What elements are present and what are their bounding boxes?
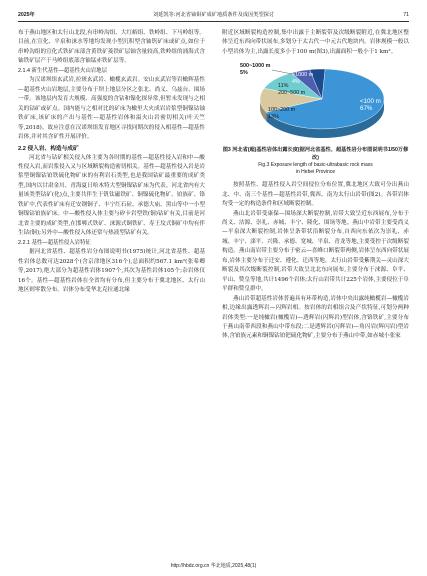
page-number: 71: [403, 12, 409, 18]
figure-caption-cn: 图3 河北省(超)基性岩体出露长度(据河北省基性、超基性岩分布图说明书1/50万修改): [222, 147, 409, 161]
pie-chart-svg: [222, 59, 409, 145]
pie-leader-line: [272, 70, 292, 74]
page-header: [18, 10, 409, 24]
section-heading: 2.2 侵入岩、构造与成矿: [18, 145, 79, 152]
running-title: 刘延凯等:河北省铀钼矿成矿地质条件及成因类型探讨: [152, 12, 275, 18]
paragraph: 河北省与钴矿相关侵入体主要为各时期的基性—超基性侵入岩和中—酸性侵入岩,而岩浆侵入又与区域断裂构造密切相关。基性—超基性侵入岩是岩浆型铜镍钴铂铁硫化物矿床的有利岩石类型,也是我国钴矿最重要的成矿类型,国内以甘肃金川、青海夏日哈木特大型铜镍钴矿床为代表。河北省内有大量该类型钴矿(化)点,主要共伴生于钒钛磁铁矿、铜镍硫化物矿、铂族矿、铬铁矿中,代表性矿床有迁安钢铜子、丰宁红石砬、承德大庙、黑山等中一小型铜镍钴铂族矿床。中—酸性侵入体主要与矽卡岩型铁(铜)钴矿有关,目前是河北省主要的成矿类型,在邯郸式铁矿、涞源式铜铁矿、寿王坟式铜矿中均有伴生钴(铜);另外中—酸性侵入体还常与热液型钴矿有关。: [18, 154, 205, 237]
section-heading: 2.2.1 基性—超基性侵入岩特征: [18, 239, 91, 246]
figure-caption: [222, 147, 409, 176]
pie-label: <100 m 67%: [360, 98, 381, 113]
pie-label: 100~200 m 13%: [268, 107, 296, 121]
paragraph: 燕山岩带超基性岩体普遍具有环带构造,岩体中央出露纯橄榄岩—橄榄岩相,边缘出露透辉岩—闪辉岩相。按岩体的岩相组合及产状特征,可划分两种岩体类型:一是纯橄岩(橄榄岩)—透辉岩(闪辉岩)型岩体,含铬铁矿,主要分布于燕山南带西段和燕山中带东段;二是透辉岩(闪辉岩)—角闪岩(辉闪岩)型岩体,含铂族元素和铜镍钴铂钯硫化物矿,主要分布于燕山中带,如赤城小张家: [222, 295, 409, 340]
journal-year: 2025年: [18, 12, 35, 18]
paragraph: 为汉诺坝组玄武岩,拉斑玄武岩、橄榄玄武岩。安山玄武岩等岩橄辉基性—超基性火山岩地层,主要分布于坝上地层分区之张北、尚义、乌兹台、围场一带。该地层内发育大规模、高强度的含钴和镍化探异常,但暂未发现与之相关的钴矿或矿点。国内能与之相对比的矿床为橄里大火成岩岩浆型铜镍钴铀铁矿床,该矿床的产出与基性—超基性岩体和溢火山岩密切相关(叶天竺等,2018)。故应注意在汉诺坝组发育地区寻找同期次的侵入相基性—超基性岩体,并对其含矿性开展评价。: [18, 77, 205, 141]
page-footer: http://hbdz.org.cn 华北地质,2025,48(1): [170, 563, 257, 569]
right-column: [222, 29, 409, 342]
figure-caption-en: in Hebei Province: [295, 168, 336, 175]
exposure-length-pie-chart: [222, 59, 409, 145]
header-rule: [18, 21, 409, 22]
left-column: [18, 29, 205, 296]
paragraph: 按照基性、超基性侵入岩空间侵位分布位置,冀北地区大致可分出燕山北、中、南三个基性—超基性岩带,冀西、南为太行山岩带(图2)。各带岩体均受一定的构造条件和区域断裂控制。: [222, 182, 409, 208]
pie-label: >1000 m 4%: [292, 72, 314, 86]
section-heading: 2.1.4 新生代基性—超基性火山岩地层: [18, 67, 107, 74]
pie-label: 11% 200~500 m: [278, 83, 306, 97]
paragraph: 燕山北岩带受康保—围场深大断裂控制,岩带大致呈近东西展布,分布于尚义、沽源、崇礼、赤城、丰宁、隆化、围场等地。燕山中岩带主要受尚义—平泉深大断裂控制,岩体呈条带状沿断裂分布,自西向东依次为崇礼、赤城、丰宁、滦平、兴隆、承德、宽城、平泉、青龙等地,主要受控于次级断裂构造。燕山南岩带主要分布于密云—喜峰口断裂带两侧,岩体呈东西向带状展布,岩体主要分布于迁安、遵化、迁西等地。太行山岩带受紫荆关—灵山深大断裂及其次级断裂控制,岩带大致呈北北东向展布,主要分布于涞源、阜平、平山、赞皇等地,共计1496个岩体;太行山岩带共计225个岩体,主要侵位于阜平群和赞皇群中。: [222, 210, 409, 293]
paragraph: 据河北省基性、超基性岩分布图说明书(1975)统计,河北省基性、超基性岩体总数可达2028个(含京津地区316个),总面积约567.1 km²(张希卿等,2017),绝大部分为超基性岩体1907个,其次为基性岩体105个;杂岩体仅16个。基性—超基性岩体在全省均有分布,但主要分布于冀北地区、太行山地区则零散分布。岩体分布受华北克拉通北缘: [18, 249, 205, 294]
paragraph: 布于燕山地区和太行山北段,有串岭沟组、大红峪组、铁岭组、下马岭组等。目前,在宣化、平泉和涞水等地均发现小型沉积型含铀钒矿床或矿点,如位于串岭沟组的宣化式铁矿床部含黄铁矿菱铁矿层铀含量较高,铁岭组的涌海式含铀铁矿层产于马岭组底部含铀锰赤铁矿层等。: [18, 30, 205, 65]
paragraph: 附近区域断裂构造控制,集中出露于主断裂带及次级断裂附近,在冀北地区整体呈近东西向带状展布,多划分于太古代一中元古代地块内。岩体规模一般以小型岩体为主,出露长度多小于100 m(图3),出露面积一般小于1 km²。: [222, 30, 409, 55]
pie-label: 500~1000 m 5%: [240, 63, 271, 77]
figure-caption-en: Fig.3 Exposure length of basic-ultrabasic rock mass: [258, 161, 373, 168]
